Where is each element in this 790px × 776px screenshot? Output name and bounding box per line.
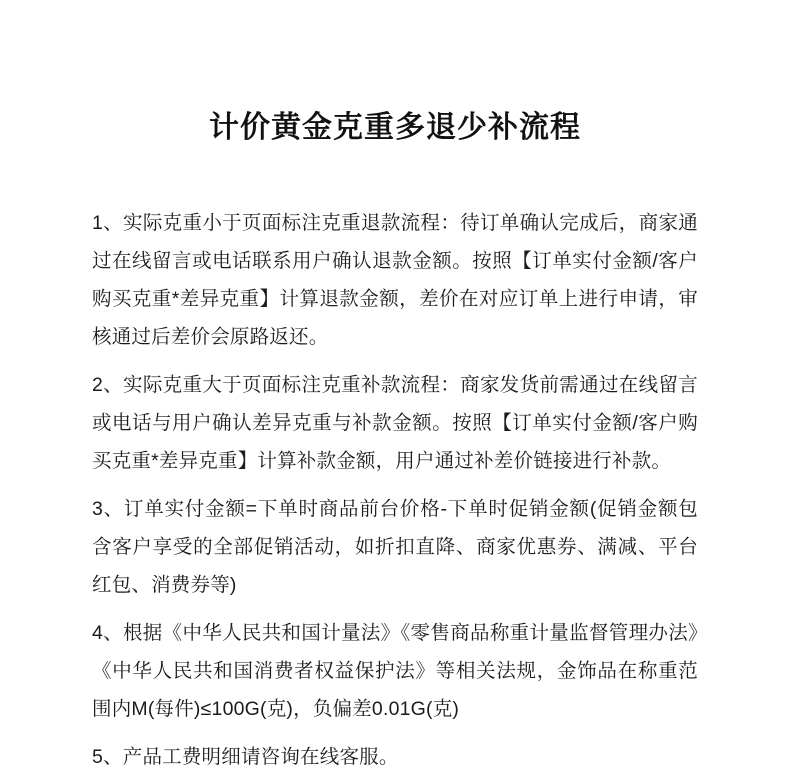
document-body: [0, 146, 790, 776]
paragraph-2: 2、实际克重大于页面标注克重补款流程：商家发货前需通过在线留言或电话与用户确认差异克重与补款金额。按照【订单实付金额/客户购买克重*差异克重】计算补款金额，用户通过补差价链接进行补款。: [92, 374, 698, 473]
paragraph-1: 1、实际克重小于页面标注克重退款流程：待订单确认完成后，商家通过在线留言或电话联系用户确认退款金额。按照【订单实付金额/客户购买克重*差异克重】计算退款金额，差价在对应订单上进行申请，审核通过后差价会原路返还。: [92, 212, 698, 349]
paragraph-5: 5、产品工费明细请咨询在线客服。: [92, 746, 399, 769]
paragraph-4: 4、根据《中华人民共和国计量法》《零售商品称重计量监督管理办法》《中华人民共和国消费者权益保护法》等相关法规，金饰品在称重范围内M(每件)≤100G(克)，负偏差0.01G(克): [92, 622, 698, 721]
page-title: 计价黄金克重多退少补流程: [209, 111, 581, 144]
paragraph-3: 3、订单实付金额=下单时商品前台价格-下单时促销金额(促销金额包含客户享受的全部促销活动，如折扣直降、商家优惠券、满减、平台红包、消费券等): [92, 498, 698, 597]
